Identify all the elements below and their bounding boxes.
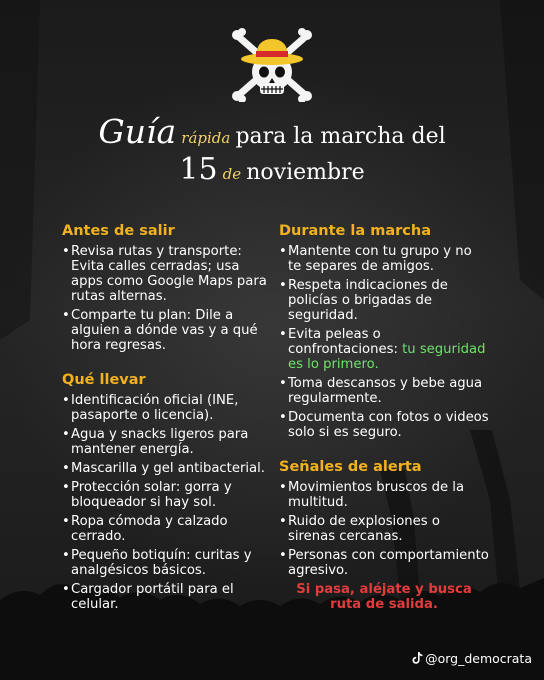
- straw-hat-skull-icon: [230, 28, 314, 102]
- footer-handle[interactable]: [412, 651, 532, 666]
- list-item: • Mantente con tu grupo y no te separes de amigos.: [279, 244, 489, 274]
- list-item: • Ruido de explosiones o sirenas cercanas.: [279, 514, 489, 544]
- avoid-text: Evita peleas o confrontaciones:: [288, 327, 403, 357]
- section-heading-senales-de-alerta: Señales de alerta: [279, 459, 422, 475]
- alert-warning-text: Si pasa, aléjate y busca ruta de salida.: [296, 582, 472, 612]
- list-item: • Comparte tu plan: Dile a alguien a dónde vas y a qué hora regresas.: [62, 308, 272, 353]
- list-item: • Identificación oficial (INE, pasaporte o licencia).: [62, 393, 272, 423]
- list-item: • Protección solar: gorra y bloqueador si hay sol.: [62, 480, 272, 510]
- list-antes-de-salir: [62, 244, 272, 353]
- list-item: • Toma descansos y bebe agua regularmente.: [279, 376, 489, 406]
- title-word-rapida: rápida: [181, 129, 231, 147]
- list-item: • Personas con comportamiento agresivo.: [279, 548, 489, 578]
- footer-handle-text: @org_democrata: [425, 651, 532, 666]
- list-item: • Revisa rutas y transporte: Evita calles cerradas; usa apps como Google Maps para rutas alternas.: [62, 244, 272, 304]
- list-que-llevar: [62, 393, 272, 612]
- list-item: • Pequeño botiquín: curitas y analgésicos básicos.: [62, 548, 272, 578]
- list-item: • Respeta indicaciones de policías o brigadas de seguridad.: [279, 278, 489, 323]
- list-item: • Cargador portátil para el celular.: [62, 582, 272, 612]
- list-item: • Agua y snacks ligeros para mantener energía.: [62, 427, 272, 457]
- title-phrase-marcha: para la marcha del: [235, 124, 446, 149]
- list-item: • Documenta con fotos o videos solo si es seguro.: [279, 410, 489, 440]
- right-column: [279, 222, 489, 612]
- title-word-guia: Guía: [98, 112, 177, 151]
- section-heading-antes-de-salir: Antes de salir: [62, 223, 175, 239]
- list-durante-la-marcha: [279, 244, 489, 440]
- tiktok-icon: [412, 652, 423, 664]
- title-day: 15: [179, 152, 218, 187]
- title-line-2: [0, 152, 544, 187]
- title-line-1: [0, 112, 544, 151]
- list-senales-de-alerta: [279, 480, 489, 578]
- title-month: noviembre: [246, 160, 365, 185]
- left-column: [62, 222, 272, 616]
- safety-highlight: tu seguridad es lo primero.: [288, 342, 486, 372]
- section-heading-que-llevar: Qué llevar: [62, 372, 146, 388]
- list-item: • Mascarilla y gel antibacterial.: [62, 461, 272, 476]
- title-de: de: [222, 165, 242, 183]
- list-item: • Movimientos bruscos de la multitud.: [279, 480, 489, 510]
- list-item: • Ropa cómoda y calzado cerrado.: [62, 514, 272, 544]
- section-heading-durante-la-marcha: Durante la marcha: [279, 223, 431, 239]
- list-item: [279, 327, 489, 372]
